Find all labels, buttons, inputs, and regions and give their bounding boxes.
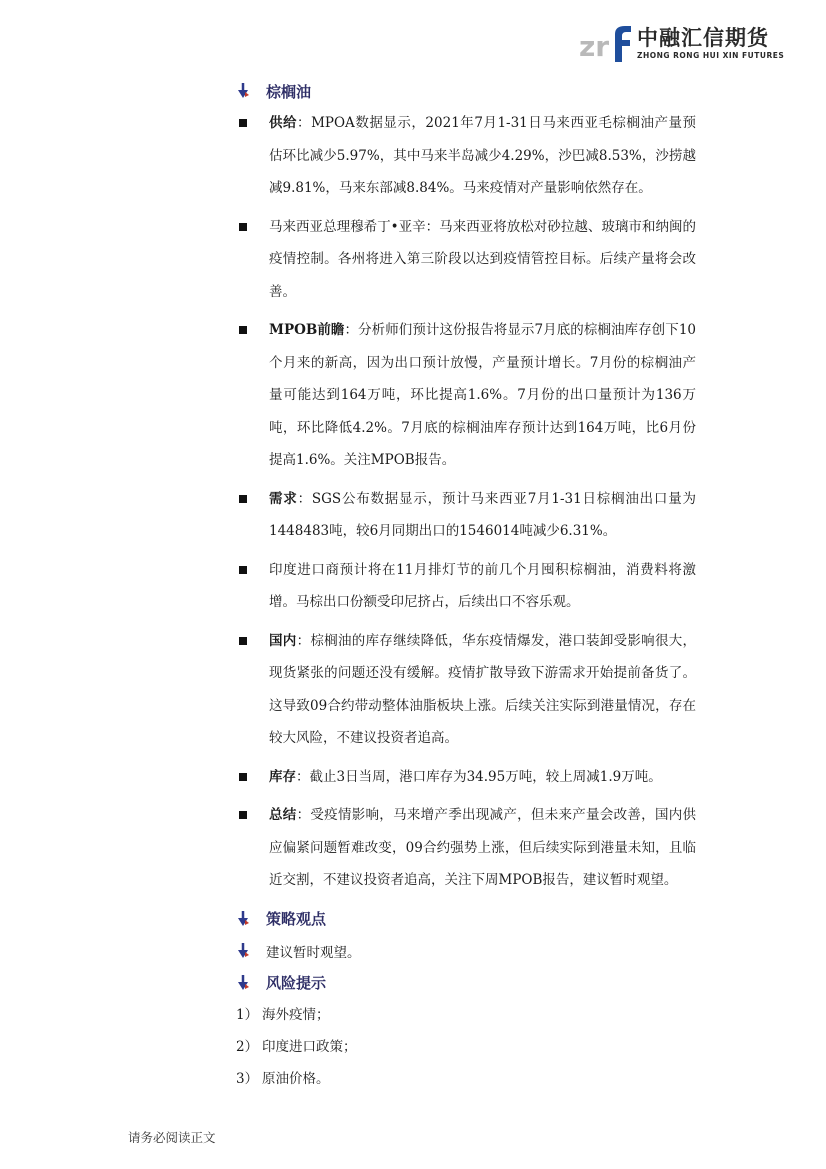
list-item-separator: ： bbox=[344, 322, 359, 338]
risk-item-text: 印度进口政策； bbox=[262, 1038, 357, 1055]
arrow-bullet-icon bbox=[236, 911, 250, 927]
list-item bbox=[236, 554, 696, 619]
arrow-bullet-icon bbox=[236, 83, 250, 99]
list-item-label: 国内 bbox=[269, 632, 297, 649]
list-item-text bbox=[269, 483, 696, 548]
list-item-text bbox=[269, 314, 696, 477]
list-item-text bbox=[269, 554, 696, 619]
list-item-text bbox=[269, 107, 696, 205]
section-title: 风险提示 bbox=[266, 974, 327, 992]
zrf-logo-mark bbox=[579, 24, 631, 62]
risk-item bbox=[236, 999, 696, 1031]
square-bullet-icon bbox=[239, 773, 247, 781]
risk-item-text: 原油价格。 bbox=[262, 1070, 330, 1087]
square-bullet-icon bbox=[239, 223, 247, 231]
square-bullet-icon bbox=[239, 811, 247, 819]
list-item-separator: ： bbox=[297, 115, 312, 131]
list-item-body: 棕榈油的库存继续降低，华东疫情爆发，港口装卸受影响很大，现货紧张的问题还没有缓解。疫情扩散导致下游需求开始提前备货了。这导致09合约带动整体油脂板块上涨。后续关注实际到港量情况，存在较大风险，不建议投资者追高。 bbox=[269, 632, 697, 746]
list-item-separator: ： bbox=[297, 490, 312, 507]
strategy-text-row bbox=[236, 935, 696, 967]
list-item-text bbox=[269, 799, 696, 897]
list-item-label: 供给 bbox=[269, 115, 298, 131]
list-item bbox=[236, 314, 696, 477]
section-title: 策略观点 bbox=[266, 910, 327, 928]
list-item-label: 需求 bbox=[269, 490, 298, 507]
company-name-cn: 中融汇信期货 bbox=[637, 26, 769, 50]
list-item bbox=[236, 107, 696, 205]
list-item bbox=[236, 625, 696, 755]
list-item bbox=[236, 761, 696, 794]
list-item-text bbox=[269, 625, 696, 755]
section-heading-palm-oil bbox=[236, 75, 696, 107]
report-content bbox=[236, 75, 696, 1095]
list-item bbox=[236, 799, 696, 897]
square-bullet-icon bbox=[239, 566, 247, 574]
list-item-body: SGS公布数据显示，预计马来西亚7月1-31日棕榈油出口量为1448483吨，较6月同期出口的1546014吨减少6.31%。 bbox=[269, 490, 697, 539]
risk-item-number: 3） bbox=[236, 1070, 259, 1087]
square-bullet-icon bbox=[239, 119, 247, 127]
list-item-body: 截止3日当周，港口库存为34.95万吨，较上周减1.9万吨。 bbox=[309, 768, 662, 785]
risk-item-number: 2） bbox=[236, 1038, 259, 1055]
risk-item-number: 1） bbox=[236, 1006, 259, 1023]
list-item-label: MPOB前瞻 bbox=[269, 322, 345, 338]
list-item-text bbox=[269, 761, 696, 794]
square-bullet-icon bbox=[239, 637, 247, 645]
palm-oil-items bbox=[236, 107, 696, 903]
company-logo bbox=[579, 20, 785, 64]
arrow-bullet-icon bbox=[236, 975, 250, 991]
list-item-body: 印度进口商预计将在11月排灯节的前几个月囤积棕榈油，消费料将激增。马棕出口份额受印尼挤占，后续出口不容乐观。 bbox=[269, 561, 696, 610]
footer-disclaimer: 请务必阅读正文 bbox=[128, 1130, 216, 1145]
section-heading-strategy bbox=[236, 903, 696, 935]
list-item-label: 总结 bbox=[269, 807, 297, 823]
list-item-body: 分析师们预计这份报告将显示7月底的棕榈油库存创下10个月来的新高，因为出口预计放慢，产量预计增长。7月份的棕榈油产量可能达到164万吨，环比提高1.6%。7月份的出口量预计为136万吨，环比降低4.2%。7月底的棕榈油库存预计达到164万吨，比6月份提高1.6%。关注MPOB报告。 bbox=[269, 322, 697, 468]
list-item-label: 库存 bbox=[269, 768, 296, 785]
svg-text:zr: zr bbox=[579, 30, 610, 62]
square-bullet-icon bbox=[239, 326, 247, 334]
list-item-body: MPOA数据显示，2021年7月1-31日马来西亚毛棕榈油产量预估环比减少5.97%，其中马来半岛减少4.29%，沙巴减8.53%，沙捞越减9.81%，马来东部减8.84%。马来疫情对产量影响依然存在。 bbox=[269, 115, 697, 196]
arrow-bullet-icon bbox=[236, 943, 250, 959]
list-item bbox=[236, 211, 696, 309]
section-title: 棕榈油 bbox=[266, 82, 312, 101]
list-item-body: 受疫情影响，马来增产季出现减产，但未来产量会改善，国内供应偏紧问题暂难改变，09合约强势上涨，但后续实际到港量未知，且临近交割，不建议投资者追高，关注下周MPOB报告，建议暂时观望。 bbox=[269, 807, 697, 888]
risk-list bbox=[236, 999, 696, 1095]
list-item-body: 马来西亚总理穆希丁•亚辛：马来西亚将放松对砂拉越、玻璃市和纳闽的疫情控制。各州将进入第三阶段以达到疫情管控目标。后续产量将会改善。 bbox=[269, 218, 696, 300]
list-item-text bbox=[269, 211, 696, 309]
risk-item bbox=[236, 1031, 696, 1063]
risk-item-text: 海外疫情； bbox=[262, 1006, 330, 1023]
risk-item bbox=[236, 1063, 696, 1095]
strategy-text: 建议暂时观望。 bbox=[266, 944, 361, 961]
company-name-en: ZHONG RONG HUI XIN FUTURES bbox=[637, 51, 785, 60]
list-item-separator: ： bbox=[296, 632, 311, 649]
list-item-separator: ： bbox=[296, 768, 310, 785]
list-item-separator: ： bbox=[296, 807, 311, 823]
list-item bbox=[236, 483, 696, 548]
section-heading-risk bbox=[236, 967, 696, 999]
square-bullet-icon bbox=[239, 495, 247, 503]
